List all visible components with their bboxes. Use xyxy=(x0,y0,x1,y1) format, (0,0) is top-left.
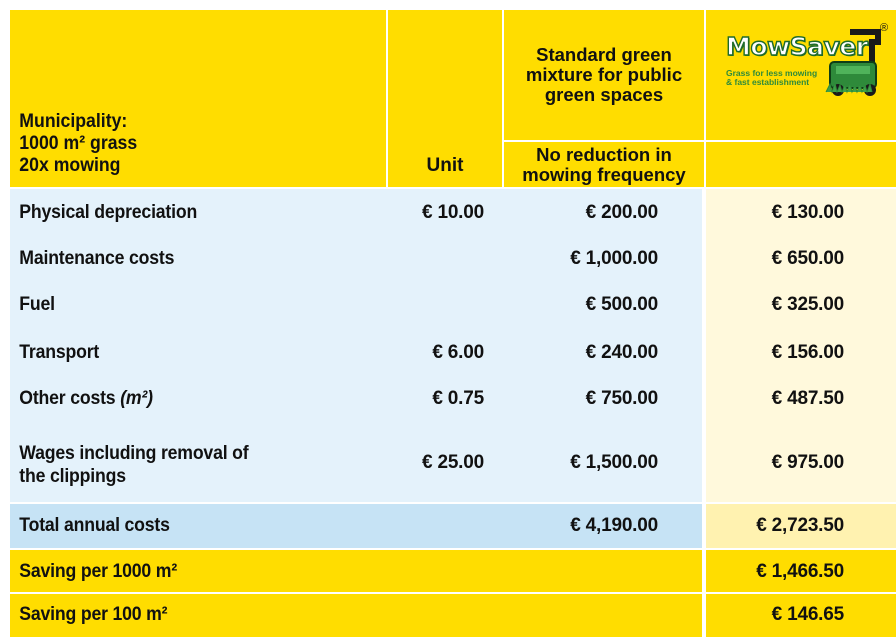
total-standard: € 4,190.00 xyxy=(570,515,658,536)
header-unit-cell xyxy=(388,10,502,187)
row-unit xyxy=(388,288,484,322)
row-label-line2: the clippings xyxy=(19,466,126,487)
no-reduction-label: No reduction in mowing frequency xyxy=(522,143,686,185)
row-unit: € 25.00 xyxy=(422,452,484,473)
row-label: Fuel xyxy=(19,294,55,315)
header-standard-sub-cell xyxy=(504,142,704,187)
row-unit xyxy=(388,242,484,276)
row-label-wages xyxy=(10,438,354,492)
total-label: Total annual costs xyxy=(19,515,170,536)
standard-mixture-title: Standard green mixture for public green spaces xyxy=(525,44,683,105)
row-mowsaver: € 487.50 xyxy=(771,388,844,409)
row-mowsaver: € 156.00 xyxy=(771,342,844,363)
row-mowsaver: € 975.00 xyxy=(771,452,844,473)
brand-tagline-1: Grass for less mowing xyxy=(726,68,818,78)
header-mowsaver-sub-cell xyxy=(706,142,896,187)
saving-1000-label: Saving per 1000 m² xyxy=(19,561,178,582)
row-mowsaver: € 325.00 xyxy=(771,294,844,315)
area-label: 1000 m² grass xyxy=(19,133,138,154)
row-mowsaver: € 130.00 xyxy=(771,202,844,223)
unit-header: Unit xyxy=(426,155,464,176)
row-standard: € 240.00 xyxy=(585,342,658,363)
saving-100-value: € 146.65 xyxy=(771,604,844,625)
brand-name: MowSaver xyxy=(726,32,868,61)
row-label: Transport xyxy=(19,342,100,363)
row-standard: € 200.00 xyxy=(585,202,658,223)
mowing-count-label: 20x mowing xyxy=(19,155,121,176)
row-standard: € 750.00 xyxy=(585,388,658,409)
registered-mark: ® xyxy=(880,22,889,34)
row-standard: € 1,500.00 xyxy=(570,452,658,473)
row-label-other-costs xyxy=(10,382,354,416)
row-label: Maintenance costs xyxy=(19,248,175,269)
header-standard-title-cell xyxy=(504,10,704,140)
row-standard: € 500.00 xyxy=(585,294,658,315)
saving-1000-value: € 1,466.50 xyxy=(756,561,844,582)
saving-100-label: Saving per 100 m² xyxy=(19,604,168,625)
total-mowsaver: € 2,723.50 xyxy=(756,515,844,536)
savings-divider xyxy=(10,592,896,594)
municipality-label: Municipality: xyxy=(19,111,128,132)
row-standard: € 1,000.00 xyxy=(570,248,658,269)
row-unit: € 10.00 xyxy=(422,202,484,223)
row-mowsaver: € 650.00 xyxy=(771,248,844,269)
row-label: Wages including removal of xyxy=(19,443,249,464)
row-unit: € 6.00 xyxy=(432,342,484,363)
row-label: Other costs xyxy=(19,388,116,409)
header-municipality-cell xyxy=(10,10,386,187)
row-label-unit: (m²) xyxy=(120,388,153,409)
brand-tagline-2: & fast establishment xyxy=(726,77,810,87)
row-label: Physical depreciation xyxy=(19,202,198,223)
mowsaver-logo xyxy=(722,22,892,118)
row-unit: € 0.75 xyxy=(432,388,484,409)
